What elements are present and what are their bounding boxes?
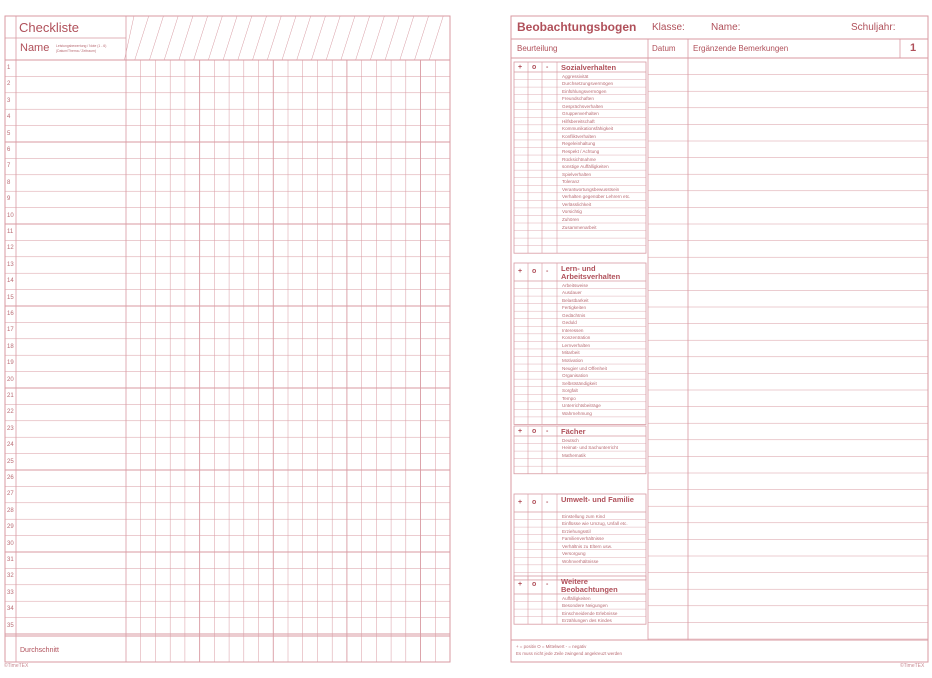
row-number: 17	[7, 327, 14, 334]
observation-item: Freundschaften	[562, 96, 594, 102]
rating-symbol: +	[518, 499, 523, 506]
observation-item: Versorgung	[562, 551, 586, 557]
observation-item: Respekt / Achtung	[562, 149, 600, 154]
brand-logo-right: ©TimeTEX	[900, 663, 925, 669]
observation-item: Tempo	[562, 395, 576, 401]
row-number: 16	[7, 311, 14, 317]
observation-item: Gedächtnis	[562, 312, 586, 318]
observation-item: Einflüsse wie Umzug, Unfall etc.	[562, 521, 628, 527]
row-number: 22	[7, 409, 14, 416]
observation-item: Selbstständigkeit	[562, 380, 597, 386]
observation-item: Organisation	[562, 373, 589, 379]
row-number: 7	[7, 163, 11, 170]
observation-item: Ausdauer	[562, 290, 582, 296]
observation-item: Gruppenverhalten	[562, 111, 599, 117]
row-number: 3	[7, 97, 11, 104]
checkliste-title: Checkliste	[19, 20, 79, 35]
observation-item: Unterrichtsbeiträge	[562, 403, 601, 409]
observation-item: Erzählungen des Kindes	[562, 618, 612, 624]
observation-item: Zuhören	[562, 216, 580, 222]
observation-item: Fertigkeiten	[562, 305, 587, 311]
row-number: 31	[7, 557, 14, 563]
observation-item: Einstellung zum Kind	[562, 513, 605, 519]
row-number: 18	[7, 343, 14, 350]
row-number: 26	[7, 475, 14, 481]
row-number: 20	[7, 376, 14, 383]
observation-item: Konzentration	[562, 335, 591, 341]
observation-item: Spielverhalten	[562, 171, 592, 177]
observation-item: Neugier und Offenheit	[562, 365, 607, 371]
observation-item: Hilfsbereitschaft	[562, 118, 595, 124]
observation-item: sonstige Auffälligkeiten	[562, 164, 609, 170]
row-number: 5	[7, 130, 11, 137]
rating-symbol: o	[532, 64, 537, 71]
observation-item: Regeleinhaltung	[562, 141, 596, 147]
row-number: 35	[7, 622, 14, 629]
observation-item: Toleranz	[562, 179, 580, 185]
observation-item: Verhalten gegenüber Lehrern etc.	[562, 194, 631, 200]
observation-item: Durchsetzungsvermögen	[562, 81, 614, 87]
row-number: 14	[7, 278, 14, 285]
grading-info-line2: (Datum/Thema / Zeitraum)	[56, 49, 96, 53]
row-number: 30	[7, 540, 14, 547]
row-number: 15	[7, 294, 14, 301]
page-number: 1	[910, 42, 917, 54]
rating-symbol: -	[546, 64, 549, 71]
rating-symbol: -	[546, 499, 549, 506]
observation-item: Kommunikationsfähigkeit	[562, 126, 614, 132]
durchschnitt-label: Durchschnitt	[20, 647, 59, 654]
observation-item: Gesprächsverhalten	[562, 103, 604, 109]
observation-item: Sorgfalt	[562, 388, 578, 394]
rating-symbol: +	[518, 581, 523, 588]
row-number: 27	[7, 491, 14, 498]
row-number: 13	[7, 261, 14, 268]
bemerkungen-label: Ergänzende Bemerkungen	[693, 44, 789, 53]
row-number: 25	[7, 458, 14, 465]
section-title: Fächer	[561, 427, 586, 436]
observation-item: Mitarbeit	[562, 350, 580, 356]
section-title: Lern- und Arbeitsverhalten	[561, 264, 621, 281]
observation-item: Belastbarkeit	[562, 297, 589, 303]
row-number: 29	[7, 524, 14, 531]
row-number: 23	[7, 425, 14, 432]
observation-item: Deutsch	[562, 437, 579, 443]
rating-symbol: -	[546, 428, 549, 435]
observation-item: Lernverhalten	[562, 342, 591, 348]
row-number: 8	[7, 179, 11, 186]
row-number: 21	[7, 393, 14, 399]
rating-symbol: +	[518, 428, 523, 435]
section-title: Umwelt- und Familie	[561, 495, 634, 504]
rating-symbol: o	[532, 428, 537, 435]
observation-item: Erziehungsstil	[562, 528, 591, 534]
observation-item: Vorsichtig	[562, 209, 582, 215]
name-column-label: Name	[20, 42, 50, 54]
observation-item: Arbeitsweise	[562, 282, 589, 288]
observation-item: Familienverhältnisse	[562, 536, 604, 542]
rating-symbol: o	[532, 499, 537, 506]
row-number: 33	[7, 589, 14, 596]
observation-item: Wohnverhältnisse	[562, 558, 599, 564]
observation-item: Wahrnehmung	[562, 410, 592, 416]
legend-line-2: Es muss nicht jede Zeile zwingend angekreuzt werden	[516, 651, 622, 656]
rating-symbol: -	[546, 581, 549, 588]
row-number: 32	[7, 573, 14, 580]
observation-item: Auffälligkeiten	[562, 595, 591, 601]
observation-item: Verantwortungsbewusstsein	[562, 186, 620, 192]
row-number: 28	[7, 507, 14, 514]
schuljahr-label: Schuljahr:	[851, 22, 896, 33]
rating-symbol: -	[546, 268, 549, 275]
observation-item: Zusammenarbeit	[562, 224, 597, 230]
observation-item: Motivation	[562, 358, 583, 363]
brand-logo-left: ©TimeTEX	[4, 663, 29, 669]
observation-item: Besondere Neigungen	[562, 603, 608, 609]
observation-item: Heimat- und Sachunterricht	[562, 445, 618, 451]
row-number: 6	[7, 147, 11, 153]
section-title: Weitere Beobachtungen	[561, 577, 618, 594]
row-number: 12	[7, 245, 14, 252]
row-number: 4	[7, 114, 11, 121]
row-number: 19	[7, 360, 14, 367]
row-number: 10	[7, 212, 14, 219]
row-number: 2	[7, 81, 11, 88]
observation-item: Einfühlungsvermögen	[562, 88, 607, 94]
section-title: Sozialverhalten	[561, 63, 617, 72]
observation-item: Aggressivität	[562, 73, 589, 79]
name-label: Name:	[711, 22, 741, 33]
observation-item: Verlässlichkeit	[562, 201, 592, 207]
row-number: 1	[7, 65, 11, 71]
klasse-label: Klasse:	[652, 22, 685, 33]
row-number: 24	[7, 442, 14, 449]
rating-symbol: +	[518, 64, 523, 71]
beurteilung-label: Beurteilung	[517, 44, 558, 53]
beobachtungsbogen-title: Beobachtungsbogen	[517, 20, 637, 34]
datum-label: Datum	[652, 44, 676, 53]
grading-info-line1: Leistungsbewertung / Note (1 - 6)	[56, 44, 107, 48]
rating-symbol: o	[532, 581, 537, 588]
observation-item: Interessen	[562, 327, 584, 333]
observation-item: Geduld	[562, 320, 577, 326]
row-number: 34	[7, 606, 14, 613]
observation-item: Verhältnis zu Eltern usw.	[562, 543, 613, 549]
observation-item: Rücksichtnahme	[562, 156, 596, 162]
legend-line-1: + = positiv O = Mittelwert - = negativ	[516, 644, 587, 649]
observation-item: Konfliktverhalten	[562, 133, 596, 139]
rating-symbol: +	[518, 268, 523, 275]
rating-symbol: o	[532, 268, 537, 275]
row-number: 9	[7, 196, 11, 203]
observation-item: Mathematik	[562, 452, 586, 458]
observation-item: Einschneidende Erlebnisse	[562, 610, 618, 616]
row-number: 11	[7, 229, 14, 235]
